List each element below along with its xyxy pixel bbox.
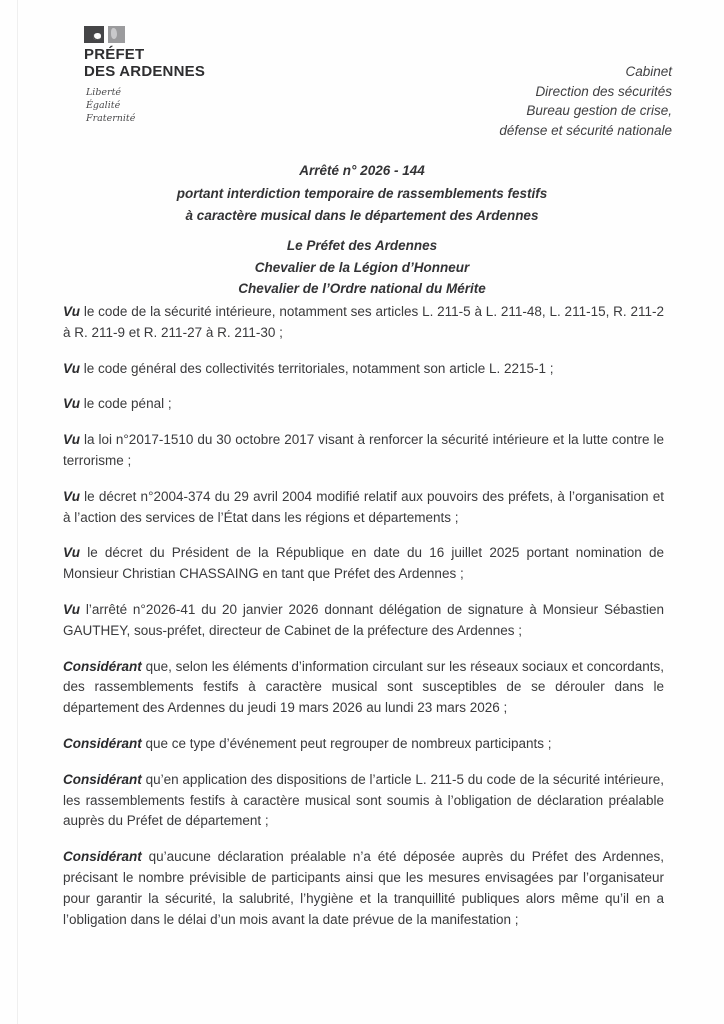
paragraph-text: que, selon les éléments d’information circulant sur les réseaux sociaux et concordants, des rassemblements festifs à caractère musical sont susceptibles de se dérouler dans le département des Ardennes du jeudi 19 mars 2026 au lundi 23 mars 2026 ; (63, 658, 664, 716)
legal-paragraph-considerant-4 (63, 847, 664, 930)
paragraph-lead: Considérant (63, 735, 142, 751)
decree-number: Arrêté n° 2026 - 144 (299, 163, 425, 178)
paragraph-lead: Considérant (63, 658, 142, 674)
scan-edge-artifact (17, 0, 18, 1024)
prefecture-logo (84, 26, 205, 125)
office-line-direction: Direction des sécurités (535, 83, 672, 99)
paragraph-lead: Vu (63, 432, 81, 448)
issuing-office-block (499, 62, 672, 140)
paragraph-lead: Vu (63, 545, 81, 561)
paragraph-lead: Vu (63, 396, 81, 412)
office-line-defense: défense et sécurité nationale (499, 122, 672, 138)
legal-paragraph-considerant-2 (63, 734, 664, 755)
legal-paragraph-considerant-1 (63, 657, 664, 719)
prefecture-name-line2: DES ARDENNES (84, 62, 206, 80)
paragraph-lead: Vu (63, 601, 81, 617)
paragraph-text: le code de la sécurité intérieure, notamment ses articles L. 211-5 à L. 211-48, L. 211-15, R. 211-2 à R. 211-9 et R. 211-27 à R. 211-30 ; (63, 304, 664, 340)
marianne-gray-block-icon (108, 26, 125, 43)
office-line-bureau: Bureau gestion de crise, (526, 103, 672, 118)
paragraph-text: qu’aucune déclaration préalable n’a été déposée auprès du Préfet des Ardennes, précisant le nombre prévisible de participants ainsi que les mesures envisagées par l’organisateur pour garantir la sécurité, la salubrité, l’hygiène et la tranquillité publiques alors même qu’il en a l’obligation dans le délai d’un mois avant la date prévue de la manifestation ; (63, 849, 664, 927)
paragraph-lead: Vu (63, 488, 81, 504)
authority-line3: Chevalier de l’Ordre national du Mérite (238, 281, 486, 296)
decree-body (63, 302, 664, 945)
paragraph-lead: Considérant (63, 771, 142, 787)
marianne-dark-block-icon (84, 26, 104, 43)
motto-egalite: Égalité (86, 100, 121, 111)
prefecture-name (84, 47, 205, 80)
republic-motto (86, 86, 205, 125)
paragraph-text: le décret du Président de la République en date du 16 juillet 2025 portant nomination de Monsieur Christian CHASSAING en tant que Préfet des Ardennes ; (63, 545, 664, 582)
paragraph-text: qu’en application des dispositions de l’article L. 211-5 du code de la sécurité intérieure, les rassemblements festifs à caractère musical sont soumis à l’obligation de déclaration préalable auprès du Préfet de département ; (63, 771, 664, 829)
legal-paragraph-vu-5 (63, 487, 664, 529)
paragraph-text: le code pénal ; (80, 396, 172, 412)
paragraph-text: le code général des collectivités territoriales, notamment son article L. 2215-1 ; (80, 360, 554, 376)
legal-paragraph-considerant-3 (63, 770, 664, 832)
paragraph-text: l’arrêté n°2026-41 du 20 janvier 2026 donnant délégation de signature à Monsieur Sébastien GAUTHEY, sous-préfet, directeur de Cabinet de la préfecture des Ardennes ; (63, 601, 664, 638)
paragraph-text: que ce type d’événement peut regrouper de nombreux participants ; (141, 735, 552, 751)
paragraph-lead: Vu (63, 360, 81, 376)
legal-paragraph-vu-4 (63, 430, 664, 472)
authority-title-block (0, 235, 724, 300)
legal-paragraph-vu-3 (63, 394, 664, 415)
legal-paragraph-vu-2 (63, 359, 664, 380)
marianne-emblem-icon (84, 26, 205, 43)
decree-subject-line1: portant interdiction temporaire de rassemblements festifs (176, 185, 548, 201)
decree-title-block (0, 160, 724, 228)
paragraph-text: le décret n°2004-374 du 29 avril 2004 modifié relatif aux pouvoirs des préfets, à l’organisation et à l’action des services de l’État dans les régions et départements ; (63, 488, 664, 525)
paragraph-text: la loi n°2017-1510 du 30 octobre 2017 visant à renforcer la sécurité intérieure et la lutte contre le terrorisme ; (63, 432, 664, 468)
decree-subject-line2: à caractère musical dans le département des Ardennes (185, 208, 539, 223)
legal-paragraph-vu-1 (63, 302, 664, 344)
motto-liberte: Liberté (86, 87, 122, 98)
authority-line2: Chevalier de la Légion d’Honneur (254, 259, 470, 275)
legal-paragraph-vu-6 (63, 543, 664, 585)
paragraph-lead: Considérant (63, 849, 142, 865)
paragraph-lead: Vu (63, 304, 81, 319)
legal-paragraph-vu-7 (63, 600, 664, 642)
prefecture-name-line1: PRÉFET (84, 46, 145, 63)
office-line-cabinet: Cabinet (625, 64, 672, 79)
authority-line1: Le Préfet des Ardennes (286, 238, 438, 253)
motto-fraternite: Fraternité (86, 113, 136, 124)
